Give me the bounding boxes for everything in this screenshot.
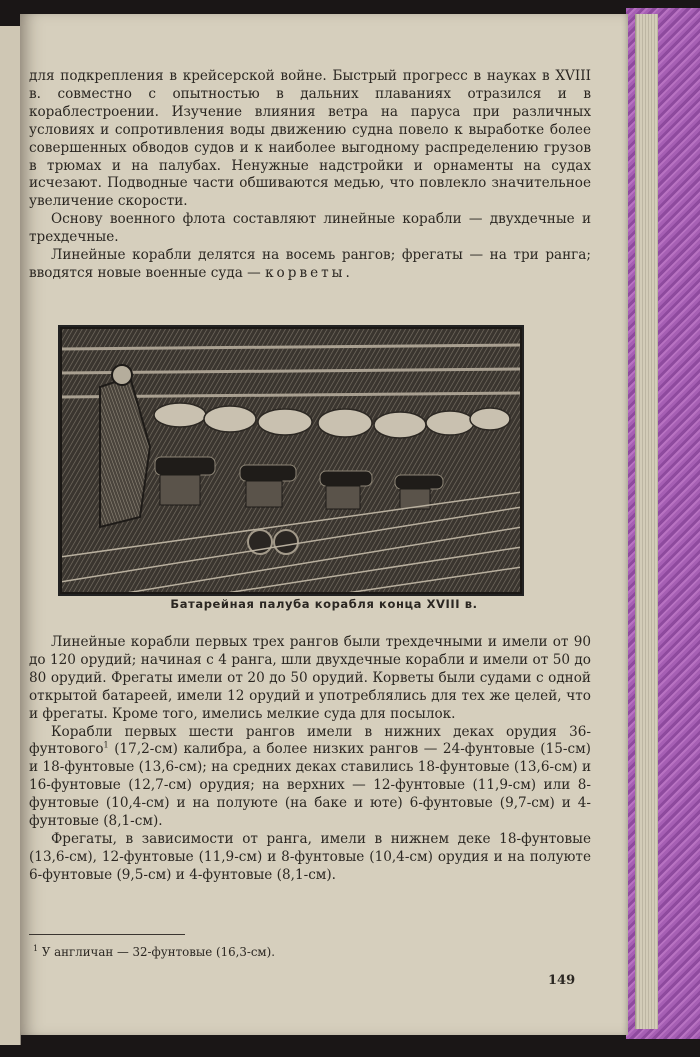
bottom-text-block xyxy=(29,634,591,885)
footnote-text: У англичан — 32-фунтовые (16,3-см). xyxy=(38,945,275,959)
footnote xyxy=(33,945,275,959)
paragraph-5 xyxy=(29,724,591,831)
top-text-block xyxy=(29,68,591,283)
page-stack-edge xyxy=(635,14,658,1029)
paragraph-3-text: Линейные корабли делятся на восемь рангов; фрегаты — на три ранга; вводятся новые военные суда — xyxy=(29,247,591,281)
paragraph-2: Основу военного флота составляют линейные корабли — двухдечные и трехдечные. xyxy=(29,211,591,246)
book-page xyxy=(20,14,628,1035)
paragraph-1: для подкрепления в крейсерской войне. Быстрый прогресс в науках в XVIII в. совместно с опытностью в дальних плаваниях отразился и в кораблестроении. Изучение влияния ветра на паруса при различных условиях и сопротивления воды движению судна повело к выработке более совершенных обводов судов и к наиболее выгодному распределению грузов в трюмах и на палубах. Ненужные надстройки и орнаменты на судах исчезают. Подводные части обшиваются медью, что повлекло значительное увеличение скорости. xyxy=(29,68,591,210)
paragraph-4: Линейные корабли первых трех рангов были трехдечными и имели от 90 до 120 орудий; начиная с 4 ранга, шли двухдечные корабли и имели от 50 до 80 орудий. Фрегаты имели от 20 до 50 орудий. Корветы были судами с одной открытой батареей, имели 12 орудий и употреблялись для тех же целей, что и фрегаты. Кроме того, имелись мелкие суда для посылок. xyxy=(29,634,591,722)
spaced-term-korvety: корветы. xyxy=(265,264,353,281)
left-page-sliver xyxy=(0,26,21,1045)
footnote-rule xyxy=(29,934,185,935)
engraving-battery-deck xyxy=(58,325,524,596)
figure-caption: Батарейная палуба корабля конца XVIII в. xyxy=(170,597,478,611)
footnote-mark: 1 xyxy=(33,944,39,954)
engraving-illustration xyxy=(60,327,522,594)
paragraph-3 xyxy=(29,247,591,283)
paragraph-6: Фрегаты, в зависимости от ранга, имели в нижнем деке 18-фунтовые (13,6-см), 12-фунтовые (11,9-см) и 8-фунтовые (10,4-см) орудия и на полуюте 6-фунтовые (9,5-см) и 4-фунтовые (8,1-см). xyxy=(29,830,591,883)
page-number: 149 xyxy=(548,973,576,988)
paragraph-5-start: Корабли первых шести рангов имели в нижних деках орудия 36-фунтового xyxy=(29,723,591,758)
footnote-ref: 1 xyxy=(103,740,109,750)
paragraph-5-rest: (17,2-см) калибра, а более низких рангов — 24-фунтовые (15-см) и 18-фунтовые (13,6-см); на средних деках ставились 18-фунтовые (13,6-см) и 16-фунтовые (12,7-см) орудия; на верхних — 12-фунтовые (11,9-см) или 8-фунтовые (10,4-см) и на полуюте (на баке и юте) 6-фунтовые (9,7-см) и 4-фунтовые (8,1-см). xyxy=(29,741,591,830)
